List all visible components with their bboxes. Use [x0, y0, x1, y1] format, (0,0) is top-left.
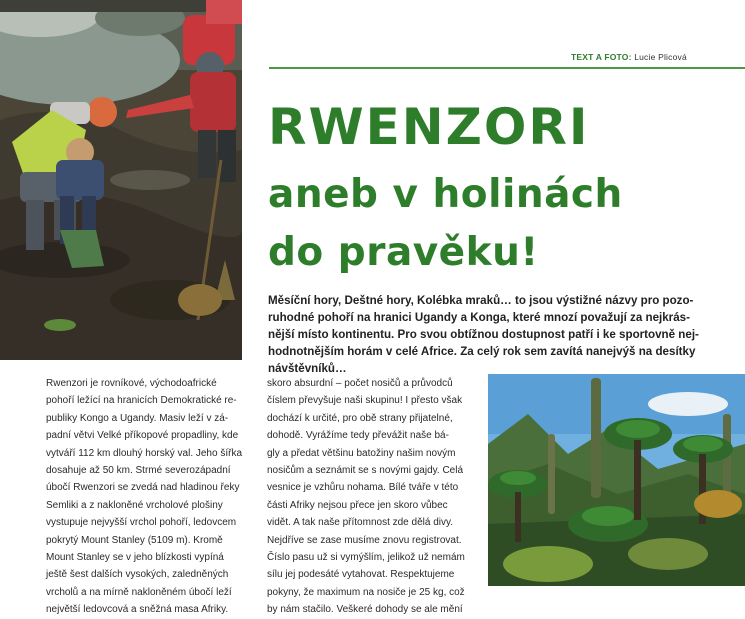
body-line: vytváří 112 km dlouhý horský val. Jeho šířka [46, 447, 243, 459]
body-line: padní větvi Velké příkopové propadliny, kde [46, 430, 239, 442]
photo-credit [571, 52, 687, 62]
lead-paragraph [268, 292, 698, 377]
body-line: číslem převyšuje naši skupinu! I přesto však [267, 395, 463, 407]
body-line: nosičům a seznámit se s novými gajdy. Celá [267, 465, 464, 477]
lead-line: Měsíční hory, Deštné hory, Kolébka mraků… to jsou výstižné názvy pro pozo- [268, 294, 694, 307]
body-line: pohoří ležící na hranicích Demokratické re- [46, 395, 237, 407]
body-line: největší ledovcová a sněžná masa Afriky. [46, 604, 229, 616]
body-line: Mount Stanley se v jeho blízkosti vypíná [46, 552, 224, 564]
photo-afroalpine-vegetation [488, 374, 745, 586]
body-line: gly a předat většinu batožiny našim novým [267, 447, 456, 459]
body-line: vesnice je vzhůru nohama. Bílé tváře v této [267, 482, 459, 494]
body-line: by nám stačilo. Veškeré dohody se ale mění [267, 604, 463, 616]
lead-line: nější místo kontinentu. Pro svou obtížnou dostupnost patří i ke sportovně nej- [268, 328, 699, 341]
lead-line: hodnotnějším horám v celé Africe. Za celý rok sem zavítá nanejvýš na desítky [268, 345, 696, 358]
photo-hikers-in-mud [0, 0, 242, 360]
body-line: části Afriky nejsou přece jen skoro vůbec [267, 499, 448, 511]
body-line: Nejdříve se zase musíme znovu registrovat. [267, 534, 462, 546]
body-line: Semliki a z nakloněné vrcholové plošiny [46, 499, 223, 511]
body-line: Číslo pasu už si vymýšlím, jelikož už nemám [267, 552, 465, 564]
body-line: pokyny, že maximum na nosiče je 25 kg, což [267, 586, 465, 598]
lead-line: ruhodné pohoří na hranici Ugandy a Konga, které mnozí považují za nejkrás- [268, 311, 690, 324]
body-line: dosahuje až 50 km. Strmé severozápadní [46, 465, 231, 477]
credit-label: TEXT A FOTO: [571, 52, 632, 62]
body-line: pokrytý Mount Stanley (5109 m). Kromě [46, 534, 223, 546]
article-title-line-1: RWENZORI [268, 98, 590, 156]
body-line: vidět. A tak naše přítomnost zde dělá divy. [267, 517, 454, 529]
body-column-2 [267, 375, 479, 619]
body-line: Rwenzori je rovníkové, východoafrické [46, 378, 217, 389]
article-title-line-3: do pravěku! [268, 230, 539, 275]
body-line: úbočí Rwenzori se zvedá nad hladinou řeky [46, 482, 240, 494]
body-line: ještě šest dalších vysokých, zaledněných [46, 569, 229, 581]
body-line: skoro absurdní – počet nosičů a průvodců [267, 378, 453, 389]
lead-line: návštěvníků… [268, 362, 347, 375]
body-line: sílu jej podesáté vytahovat. Respektujeme [267, 569, 455, 581]
body-line: vystupuje nejvyšší vrchol pohoří, ledovcem [46, 517, 237, 529]
body-line: dohodě. Vyrážíme tedy převážit naše bá- [267, 430, 449, 442]
article-title-line-2: aneb v holinách [268, 172, 623, 217]
body-column-1 [46, 375, 254, 619]
header-rule [269, 67, 745, 69]
credit-name: Lucie Plicová [634, 52, 687, 62]
body-line: publiky Kongo a Ugandy. Masiv leží v zá- [46, 412, 229, 424]
body-line: dochází k určité, pro obě strany přijatelné, [267, 412, 453, 424]
body-line: vrcholů a na mírně nakloněném úbočí leží [46, 586, 232, 598]
